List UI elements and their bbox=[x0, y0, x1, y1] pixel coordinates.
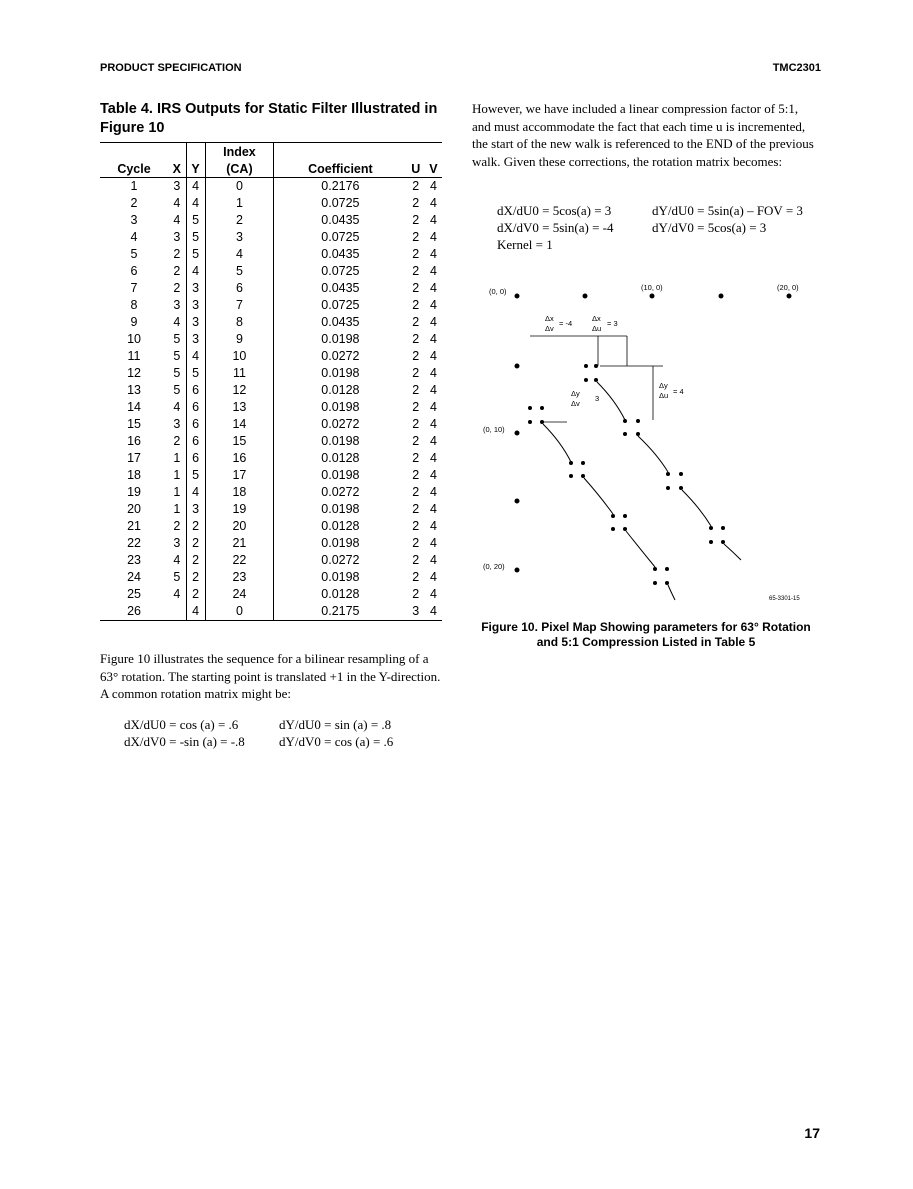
table-cell: 4 bbox=[429, 332, 437, 346]
table-cell: 0.0272 bbox=[274, 552, 407, 569]
table-cell: 4 bbox=[429, 587, 437, 601]
table-cell: 2 bbox=[412, 213, 420, 227]
table-cell: 5 bbox=[186, 229, 205, 246]
table-cell: 2 bbox=[186, 569, 205, 586]
table-row bbox=[100, 263, 442, 280]
table-cell: 4 bbox=[173, 315, 181, 329]
col-header-blank bbox=[407, 143, 425, 161]
table-cell: 5 bbox=[186, 212, 205, 229]
table-cell: 3 bbox=[186, 314, 205, 331]
table-cell: 3 bbox=[186, 297, 205, 314]
table-cell: 20 bbox=[205, 518, 274, 535]
table-cell: 8 bbox=[130, 298, 138, 312]
table-row bbox=[100, 416, 442, 433]
table-cell: 4 bbox=[429, 366, 437, 380]
table-row bbox=[100, 433, 442, 450]
col-header-cycle: Cycle bbox=[100, 160, 168, 178]
table-cell: 0.0725 bbox=[274, 263, 407, 280]
table-cell: 4 bbox=[429, 179, 437, 193]
table-cell: 7 bbox=[205, 297, 274, 314]
equation: dX/dU0 = 5cos(a) = 3 bbox=[497, 203, 612, 218]
equation: dX/dV0 = -sin (a) = -.8 bbox=[124, 734, 245, 749]
table-cell: 0.0272 bbox=[274, 348, 407, 365]
table-cell: 4 bbox=[186, 484, 205, 501]
table-cell: 2 bbox=[173, 519, 181, 533]
table-cell: 3 bbox=[173, 536, 181, 550]
table-cell: 2 bbox=[186, 535, 205, 552]
table-cell: 4 bbox=[173, 196, 181, 210]
table-cell: 19 bbox=[205, 501, 274, 518]
label-origin: (0, 0) bbox=[489, 287, 507, 296]
label-dy-den: Δv bbox=[571, 399, 580, 408]
page-number: 17 bbox=[804, 1125, 820, 1141]
grid-dots bbox=[515, 294, 792, 573]
table-cell: 2 bbox=[173, 434, 181, 448]
table-row bbox=[100, 348, 442, 365]
table-cell: 5 bbox=[130, 247, 138, 261]
table-cell: 4 bbox=[429, 604, 437, 618]
table-cell: 13 bbox=[127, 383, 141, 397]
table-row bbox=[100, 331, 442, 348]
table-cell: 4 bbox=[429, 570, 437, 584]
table-cell: 5 bbox=[205, 263, 274, 280]
table-cell: 4 bbox=[429, 349, 437, 363]
table-cell: 3 bbox=[186, 501, 205, 518]
left-paragraph: Figure 10 illustrates the sequence for a bilinear resampling of a 63° rotation. The starting point is translated +1 in the Y-direction. A common rotation matrix might be: bbox=[100, 651, 441, 701]
table-cell: 2 bbox=[412, 587, 420, 601]
table-cell: 6 bbox=[186, 382, 205, 399]
table-cell: 5 bbox=[173, 570, 181, 584]
table-cell: 2 bbox=[412, 519, 420, 533]
table-cell: 2 bbox=[412, 315, 420, 329]
label-left-20: (0, 20) bbox=[483, 562, 505, 571]
table-cell: 4 bbox=[429, 502, 437, 516]
label-dy-val: 3 bbox=[595, 394, 600, 403]
table-cell: 4 bbox=[205, 246, 274, 263]
table-cell: 2 bbox=[412, 247, 420, 261]
table-cell: 0.2176 bbox=[274, 178, 407, 196]
table-cell: 2 bbox=[205, 212, 274, 229]
table-cell: 1 bbox=[173, 502, 181, 516]
table-cell: 0.0128 bbox=[274, 450, 407, 467]
table-cell: 3 bbox=[173, 417, 181, 431]
table-cell: 4 bbox=[429, 417, 437, 431]
equation: dX/dV0 = 5sin(a) = -4 bbox=[497, 220, 614, 235]
table-cell: 6 bbox=[186, 416, 205, 433]
table-cell: 2 bbox=[412, 298, 420, 312]
table-cell: 23 bbox=[127, 553, 141, 567]
table-row bbox=[100, 399, 442, 416]
table-cell: 2 bbox=[412, 332, 420, 346]
table-cell: 6 bbox=[205, 280, 274, 297]
table-cell: 3 bbox=[205, 229, 274, 246]
table-cell: 10 bbox=[127, 332, 141, 346]
table-cell: 0.0272 bbox=[274, 416, 407, 433]
table-cell: 1 bbox=[205, 195, 274, 212]
table-cell: 12 bbox=[205, 382, 274, 399]
equation: dY/dU0 = sin (a) = .8 bbox=[279, 717, 392, 732]
table-row bbox=[100, 365, 442, 382]
table-cell: 0.0198 bbox=[274, 501, 407, 518]
table-cell: 4 bbox=[429, 519, 437, 533]
label-dy-num: Δy bbox=[571, 389, 580, 398]
table-cell: 0.0198 bbox=[274, 467, 407, 484]
table-cell: 6 bbox=[186, 450, 205, 467]
table-row bbox=[100, 569, 442, 586]
label-dx2-val: = 3 bbox=[607, 319, 618, 328]
table-cell: 2 bbox=[412, 553, 420, 567]
left-equations bbox=[124, 716, 393, 750]
table-cell: 0.0435 bbox=[274, 246, 407, 263]
table-row bbox=[100, 535, 442, 552]
table-cell: 2 bbox=[412, 264, 420, 278]
table-cell: 0.0198 bbox=[274, 433, 407, 450]
table-cell: 2 bbox=[412, 417, 420, 431]
table-row bbox=[100, 246, 442, 263]
table-cell: 6 bbox=[186, 433, 205, 450]
table-cell: 18 bbox=[127, 468, 141, 482]
table-cell: 5 bbox=[186, 246, 205, 263]
label-dx2-den: Δu bbox=[592, 324, 602, 333]
table-cell: 2 bbox=[173, 247, 181, 261]
table-cell: 3 bbox=[173, 230, 181, 244]
equation: dY/dV0 = 5cos(a) = 3 bbox=[652, 220, 767, 235]
table-cell: 0.0128 bbox=[274, 586, 407, 603]
figure-labels bbox=[483, 283, 800, 602]
table-cell: 0.0435 bbox=[274, 314, 407, 331]
table-cell: 4 bbox=[186, 195, 205, 212]
irs-output-table bbox=[100, 142, 442, 621]
table-cell: 0.0725 bbox=[274, 229, 407, 246]
table-cell: 20 bbox=[127, 502, 141, 516]
table-cell: 0.0128 bbox=[274, 518, 407, 535]
table-cell: 0 bbox=[205, 603, 274, 621]
table-cell: 4 bbox=[429, 451, 437, 465]
table-cell: 3 bbox=[173, 179, 181, 193]
equation: Kernel = 1 bbox=[497, 237, 553, 252]
table-row bbox=[100, 297, 442, 314]
table-row bbox=[100, 314, 442, 331]
table-cell: 2 bbox=[412, 468, 420, 482]
table-cell: 13 bbox=[205, 399, 274, 416]
figure-caption: Figure 10. Pixel Map Showing parameters for 63° Rotation and 5:1 Compression Listed in Table 5 bbox=[481, 620, 811, 649]
table-cell: 5 bbox=[173, 332, 181, 346]
label-dy2-den: Δu bbox=[659, 391, 669, 400]
table-cell: 15 bbox=[205, 433, 274, 450]
table-cell: 5 bbox=[173, 349, 181, 363]
table-cell: 1 bbox=[130, 179, 138, 193]
table-cell: 9 bbox=[130, 315, 138, 329]
label-top-right: (20, 0) bbox=[777, 283, 799, 292]
table-row bbox=[100, 382, 442, 399]
table-cell: 0.0198 bbox=[274, 365, 407, 382]
table-cell: 2 bbox=[186, 552, 205, 569]
col-header-index-top: Index bbox=[205, 143, 274, 161]
table-cell: 0.0198 bbox=[274, 331, 407, 348]
table-cell: 18 bbox=[205, 484, 274, 501]
table-body bbox=[100, 178, 442, 621]
table-cell: 15 bbox=[127, 417, 141, 431]
table-cell: 4 bbox=[429, 298, 437, 312]
table-cell: 0.0272 bbox=[274, 484, 407, 501]
equation: dX/dU0 = cos (a) = .6 bbox=[124, 717, 239, 732]
table-cell: 0.0435 bbox=[274, 212, 407, 229]
table-cell: 17 bbox=[205, 467, 274, 484]
table-cell: 25 bbox=[127, 587, 141, 601]
col-header-index: (CA) bbox=[205, 160, 274, 178]
table-cell: 8 bbox=[205, 314, 274, 331]
table-row bbox=[100, 178, 442, 196]
table-cell: 26 bbox=[127, 604, 141, 618]
table-cell: 4 bbox=[429, 434, 437, 448]
table-cell: 5 bbox=[186, 365, 205, 382]
table-row bbox=[100, 586, 442, 603]
table-cell: 1 bbox=[173, 468, 181, 482]
col-header-blank bbox=[168, 143, 186, 161]
table-cell: 2 bbox=[412, 451, 420, 465]
table-cell: 4 bbox=[186, 263, 205, 280]
table-cell: 4 bbox=[429, 400, 437, 414]
table-row bbox=[100, 450, 442, 467]
table-cell: 4 bbox=[429, 383, 437, 397]
table-cell: 2 bbox=[412, 536, 420, 550]
label-dy2-val: = 4 bbox=[673, 387, 684, 396]
col-header-blank bbox=[100, 143, 168, 161]
table-cell: 17 bbox=[127, 451, 141, 465]
table-cell: 1 bbox=[173, 451, 181, 465]
table-cell: 5 bbox=[173, 366, 181, 380]
label-dx-val: = -4 bbox=[559, 319, 573, 328]
table-cell: 4 bbox=[429, 213, 437, 227]
table-cell: 6 bbox=[186, 399, 205, 416]
table-cell: 4 bbox=[186, 603, 205, 621]
right-equations bbox=[497, 202, 803, 253]
table-row bbox=[100, 484, 442, 501]
table-cell: 2 bbox=[412, 196, 420, 210]
table-row bbox=[100, 195, 442, 212]
label-left-10: (0, 10) bbox=[483, 425, 505, 434]
table-cell: 4 bbox=[173, 587, 181, 601]
table-cell: 0.0435 bbox=[274, 280, 407, 297]
pixel-pairs bbox=[528, 364, 725, 585]
label-figure-code: 65-3301-15 bbox=[769, 596, 800, 602]
page-header-right: TMC2301 bbox=[772, 62, 821, 74]
table-cell: 11 bbox=[205, 365, 274, 382]
table-cell: 4 bbox=[429, 196, 437, 210]
table-cell: 9 bbox=[205, 331, 274, 348]
col-header-blank bbox=[425, 143, 442, 161]
table-cell: 2 bbox=[412, 502, 420, 516]
table-cell: 2 bbox=[412, 281, 420, 295]
table-cell: 2 bbox=[412, 383, 420, 397]
table-cell: 4 bbox=[173, 400, 181, 414]
col-header-v: V bbox=[425, 160, 442, 178]
table-cell: 2 bbox=[186, 586, 205, 603]
table-cell: 19 bbox=[127, 485, 141, 499]
table-cell: 0.0725 bbox=[274, 297, 407, 314]
table-cell: 22 bbox=[205, 552, 274, 569]
col-header-blank bbox=[186, 143, 205, 161]
table-cell: 14 bbox=[127, 400, 141, 414]
table-cell: 4 bbox=[429, 247, 437, 261]
col-header-coefficient: Coefficient bbox=[274, 160, 407, 178]
table-cell: 2 bbox=[412, 400, 420, 414]
table-cell: 0.0128 bbox=[274, 382, 407, 399]
table-row bbox=[100, 467, 442, 484]
table-cell: 21 bbox=[205, 535, 274, 552]
table-cell: 2 bbox=[412, 349, 420, 363]
table-cell: 3 bbox=[186, 280, 205, 297]
table-cell: 21 bbox=[127, 519, 141, 533]
table-cell: 4 bbox=[173, 213, 181, 227]
col-header-y: Y bbox=[186, 160, 205, 178]
table-cell: 2 bbox=[412, 366, 420, 380]
equation: dY/dV0 = cos (a) = .6 bbox=[279, 734, 394, 749]
table-cell: 22 bbox=[127, 536, 141, 550]
table-cell: 2 bbox=[130, 196, 138, 210]
table-cell: 11 bbox=[127, 349, 141, 363]
table-cell: 2 bbox=[412, 179, 420, 193]
table-cell: 6 bbox=[130, 264, 138, 278]
table-cell: 0 bbox=[205, 178, 274, 196]
label-top-mid: (10, 0) bbox=[641, 283, 663, 292]
table-cell: 12 bbox=[127, 366, 141, 380]
table-title: Table 4. IRS Outputs for Static Filter Illustrated in Figure 10 bbox=[100, 101, 438, 136]
table-cell: 24 bbox=[205, 586, 274, 603]
table-row bbox=[100, 501, 442, 518]
table-cell bbox=[168, 603, 186, 621]
label-dx2-num: Δx bbox=[592, 314, 601, 323]
right-paragraph: However, we have included a linear compression factor of 5:1, and must accommodate the fact that each time u is incremented, the start of the new walk is referenced to the END of the previous walk. Given these corrections, the rotation matrix becomes: bbox=[472, 101, 814, 169]
table-cell: 1 bbox=[173, 485, 181, 499]
table-row bbox=[100, 212, 442, 229]
table-cell: 10 bbox=[205, 348, 274, 365]
table-cell: 0.0725 bbox=[274, 195, 407, 212]
table-cell: 2 bbox=[412, 570, 420, 584]
table-cell: 4 bbox=[173, 553, 181, 567]
label-dy2-num: Δy bbox=[659, 381, 668, 390]
table-cell: 4 bbox=[130, 230, 138, 244]
table-row bbox=[100, 552, 442, 569]
table-cell: 4 bbox=[429, 230, 437, 244]
table-cell: 2 bbox=[173, 264, 181, 278]
table-cell: 4 bbox=[429, 264, 437, 278]
page-header-left: PRODUCT SPECIFICATION bbox=[100, 62, 242, 74]
table-row bbox=[100, 229, 442, 246]
table-cell: 2 bbox=[186, 518, 205, 535]
table-row bbox=[100, 518, 442, 535]
table-cell: 3 bbox=[173, 298, 181, 312]
table-cell: 5 bbox=[186, 467, 205, 484]
table-cell: 2 bbox=[173, 281, 181, 295]
table-cell: 23 bbox=[205, 569, 274, 586]
table-cell: 2 bbox=[412, 434, 420, 448]
equation: dY/dU0 = 5sin(a) – FOV = 3 bbox=[652, 203, 803, 218]
table-cell: 0.0198 bbox=[274, 399, 407, 416]
table-cell: 24 bbox=[127, 570, 141, 584]
table-cell: 14 bbox=[205, 416, 274, 433]
table-cell: 4 bbox=[186, 178, 205, 196]
table-cell: 7 bbox=[130, 281, 138, 295]
col-header-blank bbox=[274, 143, 407, 161]
table-cell: 16 bbox=[205, 450, 274, 467]
table-cell: 2 bbox=[412, 485, 420, 499]
walk-curves bbox=[543, 382, 741, 600]
table-cell: 4 bbox=[429, 553, 437, 567]
table-cell: 4 bbox=[429, 315, 437, 329]
table-cell: 4 bbox=[429, 281, 437, 295]
table-cell: 3 bbox=[412, 604, 420, 618]
table-cell: 4 bbox=[429, 468, 437, 482]
table-cell: 3 bbox=[130, 213, 138, 227]
table-cell: 16 bbox=[127, 434, 141, 448]
table-row bbox=[100, 280, 442, 297]
table-cell: 0.2175 bbox=[274, 603, 407, 621]
table-row bbox=[100, 603, 442, 621]
table-cell: 4 bbox=[429, 485, 437, 499]
table-cell: 4 bbox=[429, 536, 437, 550]
table-cell: 3 bbox=[186, 331, 205, 348]
table-cell: 0.0198 bbox=[274, 535, 407, 552]
table-cell: 0.0198 bbox=[274, 569, 407, 586]
table-cell: 2 bbox=[412, 230, 420, 244]
table-cell: 4 bbox=[186, 348, 205, 365]
col-header-u: U bbox=[407, 160, 425, 178]
table-cell: 5 bbox=[173, 383, 181, 397]
col-header-x: X bbox=[168, 160, 186, 178]
label-dx-den: Δv bbox=[545, 324, 554, 333]
pixel-map-figure bbox=[475, 270, 820, 610]
label-dx-num: Δx bbox=[545, 314, 554, 323]
